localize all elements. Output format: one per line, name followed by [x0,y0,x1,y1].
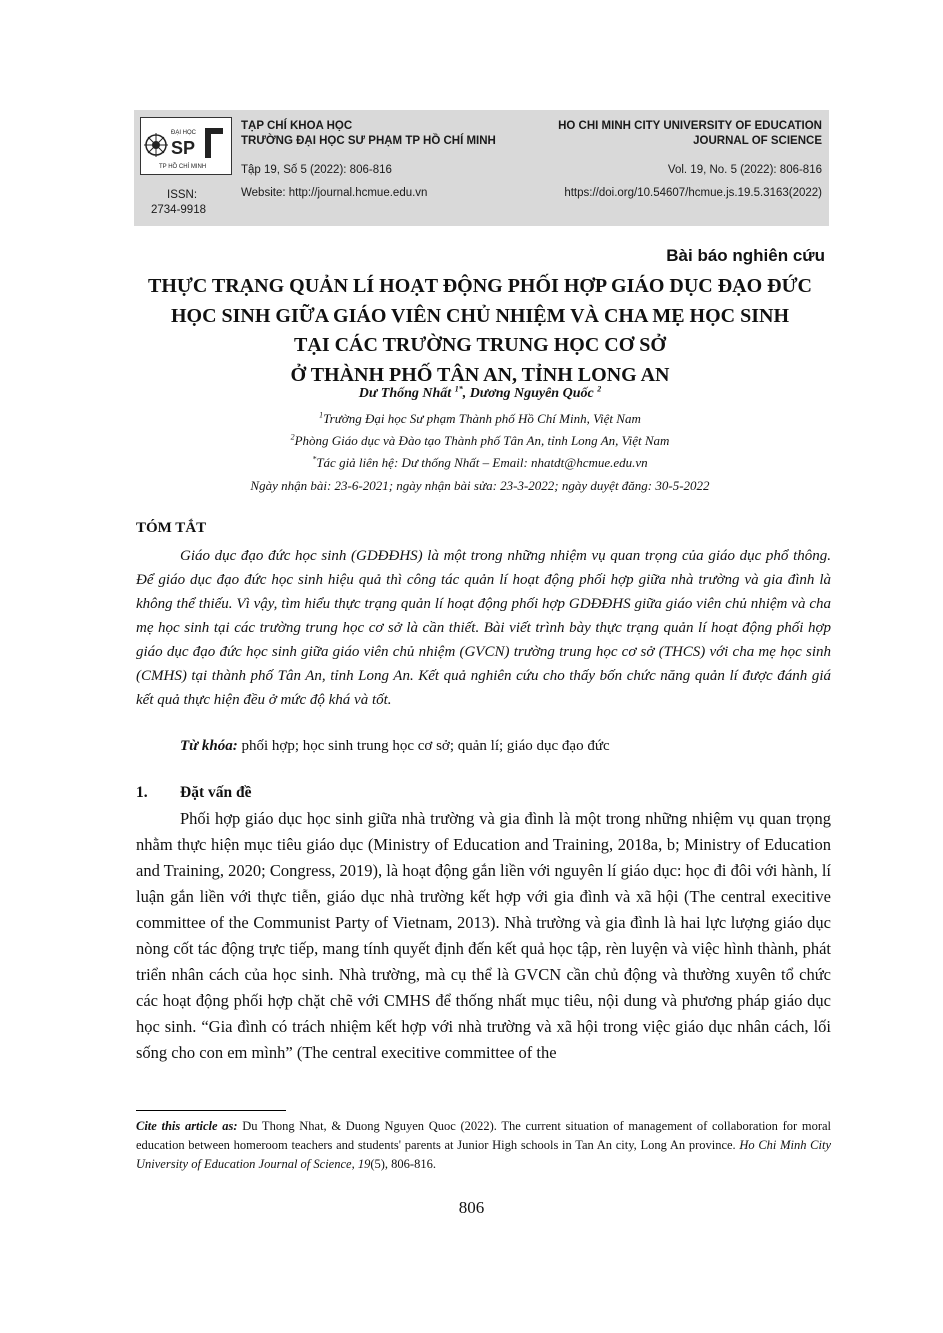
affiliation-text: Phòng Giáo dục và Đào tạo Thành phố Tân An, tỉnh Long An, Việt Nam [294,433,670,448]
university-seal-logo [141,118,231,174]
footnote-divider [136,1110,286,1111]
affiliation-2 [120,433,840,449]
section-number: 1. [136,784,148,801]
corresponding-superscript: * [312,454,317,464]
logo-text-bottom: TP HỒ CHÍ MINH [159,164,207,170]
title-line: TẠI CÁC TRƯỜNG TRUNG HỌC CƠ SỞ [294,334,666,356]
journal-logo [140,117,232,175]
corresponding-author [120,455,840,471]
page-number: 806 [458,1198,485,1217]
keywords-label: Từ khóa: [180,738,238,754]
title-line: HỌC SINH GIỮA GIÁO VIÊN CHỦ NHIỆM VÀ CHA MẸ HỌC SINH [170,304,790,327]
paragraph: Phối hợp giáo dục học sinh giữa nhà trường và gia đình là một trong những nhiệm vụ quan trọng nhằm thực hiện mục tiêu giáo dục (Ministry of Education and Training, 2018a, b; Ministry of Education and Training, 2020; Congress, 2019), là hoạt động gắn liền với nguyên lí giáo dục: học đi đôi với hành, lí luận gắn liền với thực tiễn, giáo dục nhà trường kết hợp với gia đình và xã hội (The central execitive committee of the Communist Party of Vietnam, 2013). Nhà trường và gia đình là hai lực lượng giáo dục nòng cốt tác động trực tiếp, mang tính quyết định đến kết quả học tập, rèn luyện và việc hình thành, phát triển nhân cách của học sinh. Nhà trường, mà cụ thể là GVCN cần chủ động và thường xuyên tổ chức các hoạt động phối hợp chặt chẽ với CMHS để thống nhất mục tiêu, nội dung và phương pháp giáo dục học sinh. “Gia đình có trách nhiệm kết hợp với nhà trường và xã hội trong việc giáo dục nhân cách, lối sống cho con em mình” (The central execitive committee of the [136,809,831,1062]
corresponding-text: Tác giả liên hệ: Dư thống Nhất – Email: nhatdt@hcmue.edu.vn [316,455,648,470]
authors [120,386,840,402]
abstract [136,544,831,712]
journal-name-vn-2: TRƯỜNG ĐẠI HỌC SƯ PHẠM TP HỒ CHÍ MINH [241,135,496,147]
journal-name-vn-1: TẠP CHÍ KHOA HỌC [241,120,353,132]
logo-text-top: ĐẠI HỌC [171,130,197,136]
body-text [136,806,831,1066]
affiliation-text: Trường Đại học Sư phạm Thành phố Hồ Chí Minh, Việt Nam [323,411,641,426]
issn-number: 2734-9918 [151,204,206,216]
citation-footnote [136,1117,831,1174]
citation-label: Cite this article as: [136,1119,238,1133]
logo-text-main: SP [171,138,196,158]
doi-link[interactable]: https://doi.org/10.54607/hcmue.js.19.5.3163(2022) [564,187,822,199]
citation-issue: (5), 806-816. [370,1157,436,1171]
title-line: Ở THÀNH PHỐ TÂN AN, TỈNH LONG AN [290,363,670,386]
abstract-heading: TÓM TẮT [136,520,207,536]
seal-rays [144,133,168,157]
volume-en: Vol. 19, No. 5 (2022): 806-816 [667,164,822,176]
volume-vn: Tập 19, Số 5 (2022): 806-816 [241,164,392,176]
author-superscript: 1* [454,384,463,394]
journal-name-en-2: JOURNAL OF SCIENCE [693,135,822,147]
affiliation-superscript: 1 [319,410,324,420]
abstract-text: Giáo dục đạo đức học sinh (GDĐĐHS) là một trong những nhiệm vụ quan trọng của giáo dục phổ thông. Để giáo dục đạo đức học sinh hiệu quả thì công tác quản lí hoạt động phối hợp giữa nhà trường và gia đình là không thể thiếu. Vì vậy, tìm hiểu thực trạng quản lí hoạt động phối hợp GDĐĐHS giữa giáo viên chủ nhiệm và cha mẹ học sinh tại các trường trung học cơ sở là cần thiết. Bài viết trình bày thực trạng quản lí hoạt động phối hợp giáo dục đạo đức học sinh giữa giáo viên chủ nhiệm (GVCN) trường trung học cơ sở (THCS) với cha mẹ học sinh (CMHS) tại thành phố Tân An, tỉnh Long An. Kết quả nghiên cứu cho thấy bốn chức năng quản lí được đánh giá kết quả thực hiện đều ở mức độ khá và tốt. [136,548,831,708]
section-title: Đặt vấn đề [180,784,252,801]
author-separator: , [462,386,470,401]
affiliation-1 [120,411,840,427]
journal-name-en-1: HO CHI MINH CITY UNIVERSITY OF EDUCATION [558,120,822,132]
article-title [120,272,840,390]
issn-label: ISSN: [167,189,198,201]
journal-website[interactable]: Website: http://journal.hcmue.edu.vn [241,187,428,199]
citation-journal: Ho Chi Minh City University of Education Journal of Science, 19 [136,1138,831,1171]
author-superscript: 2 [597,384,602,394]
article-type: Bài báo nghiên cứu [666,246,825,265]
affiliation-superscript: 2 [290,432,295,442]
author-name: Dư Thống Nhất [358,386,452,401]
article-dates: Ngày nhận bài: 23-6-2021; ngày nhận bài sửa: 23-3-2022; ngày duyệt đăng: 30-5-2022 [250,478,710,493]
author-name: Dương Nguyên Quốc [469,386,594,401]
title-line: THỰC TRẠNG QUẢN LÍ HOẠT ĐỘNG PHỐI HỢP GIÁO DỤC ĐẠO ĐỨC [148,275,812,297]
keywords-text: phối hợp; học sinh trung học cơ sở; quản lí; giáo dục đạo đức [237,738,610,754]
keywords [180,738,610,755]
citation-text: Du Thong Nhat, & Duong Nguyen Quoc (2022). The current situation of management of collaboration for moral education between homeroom teachers and students' parents at Junior High schools in Tan An city, Long An province. [136,1119,832,1152]
logo-mark [205,128,223,158]
